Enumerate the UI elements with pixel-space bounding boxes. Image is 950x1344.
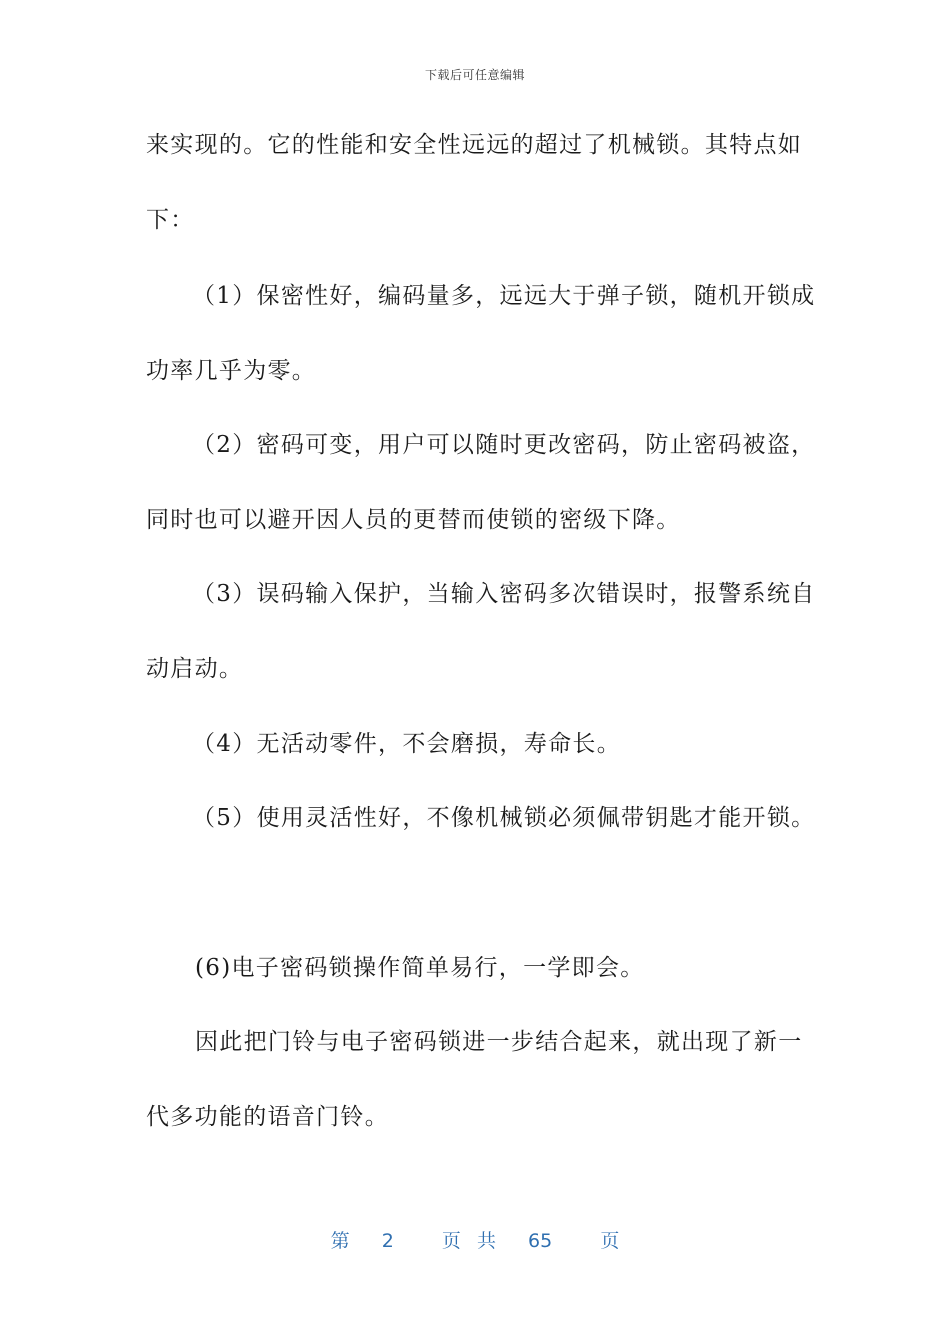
list-item-3-line: （3）误码输入保护，当输入密码多次错误时，报警系统自	[192, 581, 816, 607]
paragraph-line: 下：	[146, 207, 195, 233]
list-item-4-line: （4）无活动零件，不会磨损，寿命长。	[192, 731, 622, 757]
list-item-3-line: 动启动。	[146, 656, 244, 682]
page-header: 下载后可任意编辑	[424, 68, 525, 82]
list-item-2-line: （2）密码可变，用户可以随时更改密码，防止密码被盗，	[192, 432, 816, 458]
page-number-footer: 第 2 页 共 65 页	[330, 1230, 620, 1252]
paragraph-line: 因此把门铃与电子密码锁进一步结合起来，就出现了新一	[195, 1029, 803, 1055]
list-item-1-line: 功率几乎为零。	[146, 358, 317, 384]
paragraph-line: 来实现的。它的性能和安全性远远的超过了机械锁。其特点如	[146, 132, 803, 158]
list-item-2-line: 同时也可以避开因人员的更替而使锁的密级下降。	[146, 507, 681, 533]
list-item-5-line: （5）使用灵活性好，不像机械锁必须佩带钥匙才能开锁。	[192, 805, 816, 831]
list-item-6-line: (6)电子密码锁操作简单易行，一学即会。	[195, 955, 645, 981]
paragraph-line: 代多功能的语音门铃。	[146, 1104, 389, 1130]
list-item-1-line: （1）保密性好，编码量多，远远大于弹子锁，随机开锁成	[192, 283, 816, 309]
